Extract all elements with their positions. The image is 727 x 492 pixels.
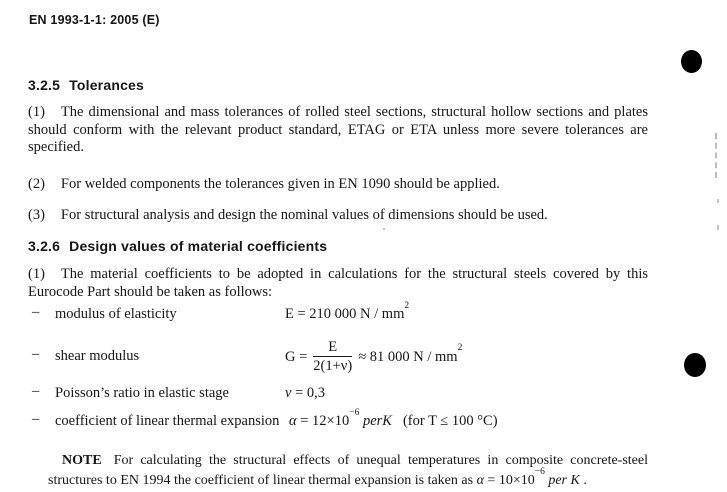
scan-artifact-tick	[717, 225, 719, 230]
note-label: NOTE	[62, 453, 102, 468]
registration-mark-top	[681, 50, 702, 73]
scan-artifact-tick	[717, 199, 719, 203]
paragraph-text: For welded components the tolerances given in EN 1090 should be applied.	[60, 176, 500, 192]
registration-mark-bottom	[684, 353, 706, 377]
paragraph-coefficients-intro	[28, 266, 648, 301]
list-dash: –	[32, 346, 40, 362]
section-heading-3-2-5	[28, 77, 144, 93]
alpha-symbol: α	[289, 413, 297, 429]
formula-lhs: G =	[285, 348, 308, 365]
coefficient-label: modulus of elasticity	[55, 306, 177, 322]
section-number: 3.2.5	[28, 77, 61, 93]
formula-thermal-expansion: $\alpha = 12\times 10^{-6}$ perK (for T ≤ 100 °C)	[289, 407, 498, 429]
fraction-denominator: 2(1+ν)	[313, 358, 353, 374]
alpha-symbol: α	[476, 473, 484, 488]
nu-symbol: ν	[285, 385, 292, 401]
superscript: 2	[457, 343, 463, 354]
paragraph-text: The dimensional and mass tolerances of rolled steel sections, structural hollow sections and plates should conform with the relevant product standard, ETAG or ETA unless more severe tolerances are specified.	[28, 104, 648, 155]
paragraph-tolerances-1	[28, 104, 648, 157]
paragraph-tolerances-2	[28, 176, 648, 194]
coefficient-label: coefficient of linear thermal expansion	[55, 413, 280, 429]
formula-elastic-modulus: E = 210 000 N / $mm^2$	[285, 300, 410, 322]
formula-shear-modulus	[285, 333, 462, 381]
list-dash: –	[32, 411, 40, 427]
note-period: .	[579, 473, 587, 488]
list-dash: –	[32, 383, 40, 399]
formula-poisson-ratio: ν = 0,3	[285, 385, 325, 401]
paragraph-number: (2)	[28, 176, 45, 192]
list-item-shear-modulus	[28, 333, 668, 381]
temperature-condition: (for T ≤ 100 °C)	[402, 413, 498, 429]
note-text: For calculating the structural effects of unequal temperatures in composite concrete-steel structures to EN 1994 the coefficient of linear thermal expansion is taken as	[48, 453, 648, 488]
paragraph-tolerances-3	[28, 207, 648, 225]
per-kelvin-label: per K	[544, 473, 580, 488]
formula-rhs: ≈ 81 000 N / $mm^2$	[358, 343, 463, 365]
page-header: EN 1993-1-1: 2005 (E)	[29, 13, 160, 27]
paragraph-number: (3)	[28, 207, 45, 223]
coefficient-label: Poisson’s ratio in elastic stage	[55, 385, 229, 401]
section-heading-3-2-6	[28, 238, 327, 254]
paragraph-text: The material coefficients to be adopted in calculations for the structural steels covered by this Eurocode Part should be taken as follows:	[28, 266, 648, 300]
scan-artifact-dashed-line	[715, 133, 717, 178]
list-item-poissons-ratio	[28, 385, 668, 405]
superscript: −6	[534, 467, 545, 478]
fraction	[313, 339, 352, 375]
superscript: 2	[404, 300, 410, 311]
note-block: NOTE For calculating the structural effects of unequal temperatures in composite concrete-steel structures to EN 1994 the coefficient of linear thermal expansion is taken as $\alpha = 10\times 10^{-6}$ per K .	[48, 453, 648, 488]
fraction-numerator: E	[313, 339, 352, 357]
section-title: Design values of material coefficients	[69, 238, 328, 254]
paragraph-number: (1)	[28, 266, 45, 282]
per-kelvin-label: perK	[359, 413, 392, 429]
section-number: 3.2.6	[28, 238, 61, 254]
list-dash: –	[32, 304, 40, 320]
paragraph-text: For structural analysis and design the nominal values of dimensions should be used.	[60, 207, 548, 223]
list-item-thermal-expansion	[28, 407, 668, 433]
coefficient-label: shear modulus	[55, 348, 140, 364]
superscript: −6	[349, 407, 360, 418]
scan-artifact-speck	[383, 228, 385, 230]
paragraph-number: (1)	[28, 104, 45, 120]
section-title: Tolerances	[69, 77, 145, 93]
list-item-modulus-of-elasticity	[28, 300, 668, 326]
